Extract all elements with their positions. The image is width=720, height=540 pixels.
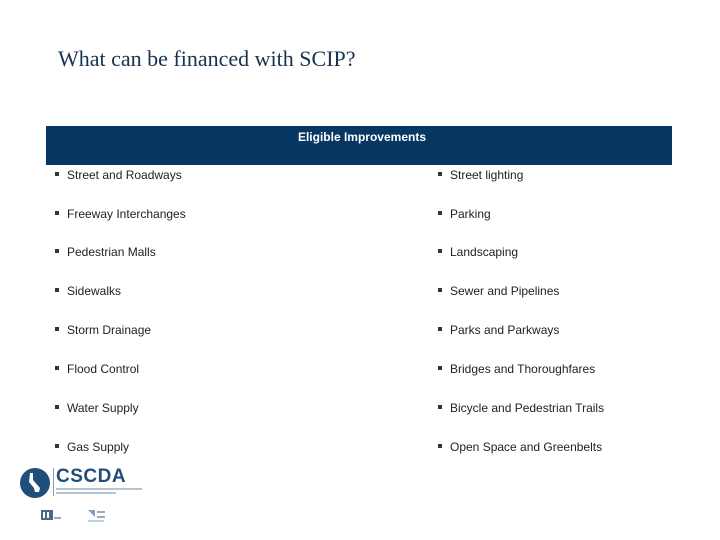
bullet-icon xyxy=(55,366,59,370)
list-item xyxy=(55,245,156,259)
list-item xyxy=(438,284,559,298)
list-item-label: Sidewalks xyxy=(67,284,122,298)
table-row xyxy=(46,245,672,265)
bullet-icon xyxy=(55,444,59,448)
list-item xyxy=(55,362,139,376)
list-item-label: Landscaping xyxy=(450,245,519,259)
bullet-icon xyxy=(55,249,59,253)
list-item-label: Freeway Interchanges xyxy=(67,207,186,221)
list-item-label: Water Supply xyxy=(67,401,139,415)
bullet-icon xyxy=(55,327,59,331)
list-item xyxy=(438,440,602,454)
bullet-icon xyxy=(55,172,59,176)
list-item xyxy=(55,284,121,298)
table-row xyxy=(46,168,672,188)
bullet-icon xyxy=(55,405,59,409)
california-state-icon xyxy=(18,466,52,500)
list-item xyxy=(55,168,182,182)
table-row xyxy=(46,284,672,304)
list-item-label: Bicycle and Pedestrian Trails xyxy=(450,401,605,415)
list-item-label: Open Space and Greenbelts xyxy=(450,440,603,454)
list-item xyxy=(438,168,523,182)
list-item-label: Pedestrian Malls xyxy=(67,245,156,259)
table-header-label: Eligible Improvements xyxy=(297,130,427,144)
list-item-label: Street lighting xyxy=(450,168,524,182)
list-item xyxy=(438,245,518,259)
bullet-icon xyxy=(438,249,442,253)
logo-fineprint xyxy=(56,488,142,496)
bullet-icon xyxy=(55,211,59,215)
slide-title: What can be financed with SCIP? xyxy=(58,46,356,71)
list-item-label: Parks and Parkways xyxy=(450,323,560,337)
list-item-label: Street and Roadways xyxy=(67,168,182,182)
list-item-label: Sewer and Pipelines xyxy=(450,284,560,298)
table-header xyxy=(46,126,672,165)
list-item-label: Storm Drainage xyxy=(67,323,152,337)
list-item xyxy=(438,207,491,221)
list-item-label: Bridges and Thoroughfares xyxy=(450,362,596,376)
list-item-label: Gas Supply xyxy=(67,440,130,454)
bullet-icon xyxy=(55,288,59,292)
list-item xyxy=(55,323,151,337)
bullet-icon xyxy=(438,327,442,331)
list-item xyxy=(55,207,186,221)
table-row xyxy=(46,401,672,421)
list-item xyxy=(55,440,129,454)
list-item xyxy=(55,401,139,415)
table-row xyxy=(46,207,672,227)
table-row xyxy=(46,323,672,343)
bullet-icon xyxy=(438,366,442,370)
cscda-logo xyxy=(18,466,138,526)
list-item-label: Parking xyxy=(450,207,491,221)
bullet-icon xyxy=(438,405,442,409)
table-row xyxy=(46,362,672,382)
logo-divider xyxy=(53,468,54,496)
partner-logo-icon xyxy=(40,508,62,522)
bullet-icon xyxy=(438,288,442,292)
bullet-icon xyxy=(438,172,442,176)
table-row xyxy=(46,440,672,460)
partner-logo-icon xyxy=(86,508,106,524)
logo-wordmark: CSCDA xyxy=(56,466,127,487)
list-item-label: Flood Control xyxy=(67,362,140,376)
bullet-icon xyxy=(438,444,442,448)
list-item xyxy=(438,401,604,415)
list-item xyxy=(438,362,595,376)
bullet-icon xyxy=(438,211,442,215)
list-item xyxy=(438,323,559,337)
